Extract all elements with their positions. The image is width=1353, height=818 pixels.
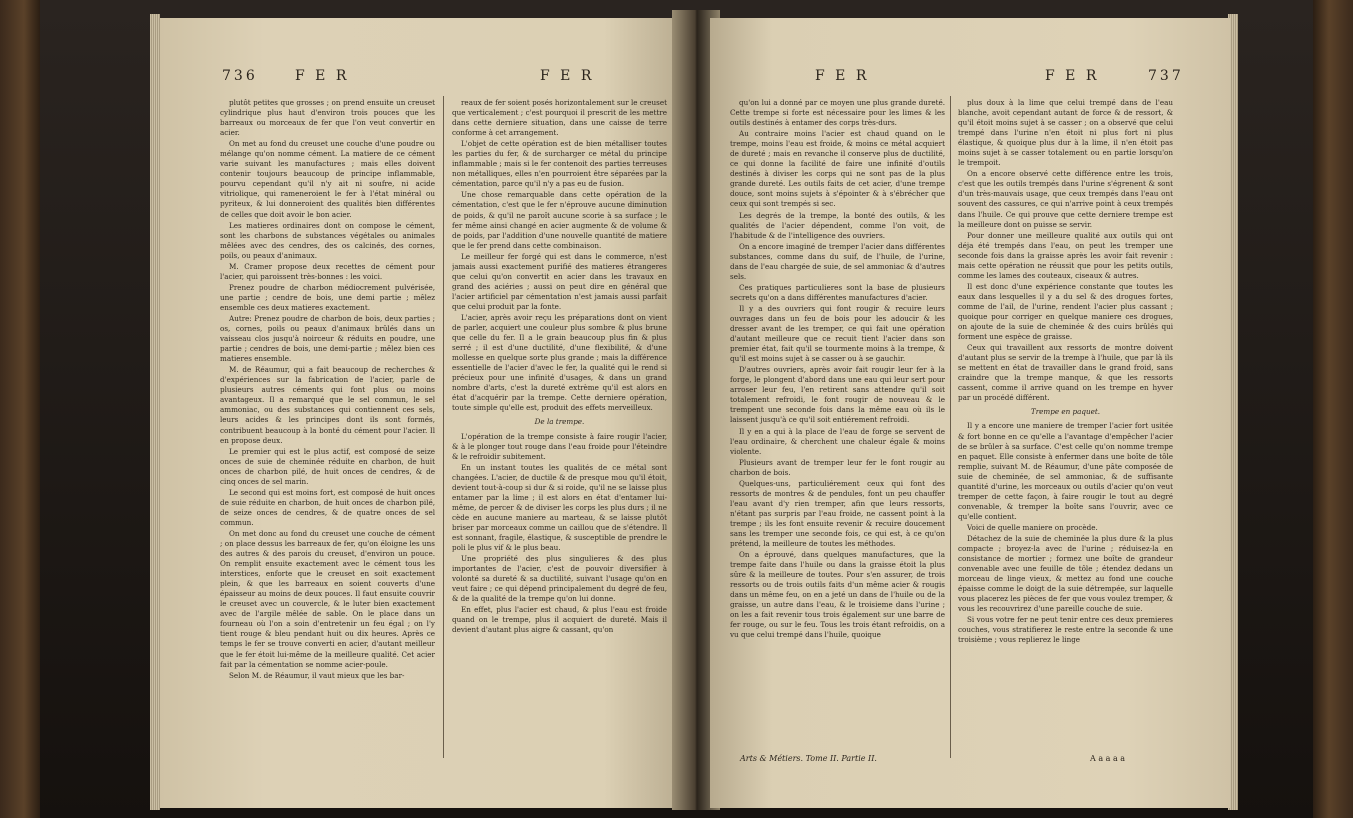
paragraph: On met donc au fond du creuset une couche de cément ; on place dessus les barreaux de fer, qu'on éloigne les uns des autres & des parois du creuset, d'environ un pouce. On remplit ensuite exactement avec le cément tous les interstices, enforte que le creuset en soit exactement plein, & que les barreaux en soient couverts d'une épaisseur au moins de deux pouces. Il faut ensuite couvrir le creuset avec un couvercle, & le luter bien exactement avec de l'argile mêlée de sable. On le place dans un fourneau où l'on a soin d'entretenir un feu égal ; on l'y tient rouge & bleu pendant huit ou dix heures. Après ce temps le fer se trouve converti en acier, d'autant meilleur que le fer étoit lui-même de la meilleure qualité. Cet acier fait par la cémentation se nomme acier-poule. bbox=[220, 528, 435, 669]
left-column-divider bbox=[443, 96, 444, 758]
book-cover-right bbox=[1313, 0, 1353, 818]
right-column-1 bbox=[730, 98, 945, 758]
right-running-head bbox=[710, 68, 1230, 92]
paragraph: Ceux qui travaillent aux ressorts de montre doivent d'autant plus se servir de la trempe à l'huile, que par là ils se mettent en état de travailler dans le grand froid, sans craindre que la trempe manque, & que les ressorts cassent, comme il arrive quand on les trempe en hyver par un procédé différent. bbox=[958, 343, 1173, 403]
page-edges-left bbox=[150, 14, 160, 810]
paragraph: M. de Réaumur, qui a fait beaucoup de recherches & d'expériences sur la fabrication de l'acier, parle de plusieurs autres céments qui font plus ou moins avantageux. Il a remarqué que le sel commun, le sel ammoniac, ou des substances qui contiennent ces sels, leurs acides & les principes dont ils sont formés, contribuent beaucoup à la bonté du cément pour l'acier. Il en propose deux. bbox=[220, 365, 435, 445]
left-running-head bbox=[160, 68, 682, 92]
paragraph: Selon M. de Réaumur, il vaut mieux que les bar- bbox=[229, 670, 405, 680]
left-page bbox=[160, 18, 682, 808]
paragraph: Il est donc d'une expérience constante que toutes les eaux dans lesquelles il y a du sel & des drogues fortes, comme de l'ail, de l'urine, rendent l'acier plus cassant ; quoique pour corriger en quelque maniere ces drogues, on ajoute de la suie de cheminée & des cuirs brûlés qui forment une espèce de graisse. bbox=[958, 281, 1173, 342]
paragraph: L'acier, après avoir reçu les préparations dont on vient de parler, acquiert une couleur plus sombre & plus brune que celle du fer. Il a le grain beaucoup plus fin & plus serré ; il est d'une ductilité, d'une flexibilité, & d'une mollesse en quelque sorte plus grande ; mais la différence essentielle de l'acier d'avec le fer, la qualité qui le rend si précieux pour une infinité d'usages, & dans un grand nombre d'arts, c'est la dureté extrème qu'il est alors en état d'acquérir par la trempe. Cette derniere opération, toute simple qu'elle est, produit des effets merveilleux. bbox=[452, 312, 667, 413]
paragraph: D'autres ouvriers, après avoir fait rougir leur fer à la forge, le plongent d'abord dans une eau qui leur sert pour arroser leur feu, l'en retirent sans attendre qu'il soit totalement refroidi, le font rougir de nouveau & le trempent une seconde fois dans la même eau où ils le laissent jusqu'à ce qu'il soit entiérement refroidi. bbox=[730, 365, 945, 425]
paragraph: reaux de fer soient posés horizontalement sur le creuset que verticalement ; c'est pourquoi il prescrit de les mettre dans cette derniere situation, dans une caisse de terre conforme à cet arrangement. bbox=[452, 98, 667, 138]
paragraph: On met au fond du creuset une couche d'une poudre ou mélange qu'on nomme cément. La matiere de ce cément varie suivant les manufactures ; mais elles doivent contenir toujours beaucoup de principe inflammable, pourvu cependant qu'il n'y ait ni soufre, ni acide vitriolique, qui rameneroient le fer à l'état minéral ou pyriteux, & lui donneroient des qualités bien différentes de celles que doit avoir le bon acier. bbox=[220, 139, 435, 219]
paragraph: Autre: Prenez poudre de charbon de bois, deux parties ; os, cornes, poils ou peaux d'animaux brûlés dans un vaisseau clos jusqu'à noirceur & réduits en poudre, une partie ; cendres de bois, une demi-partie ; mêlez bien ces matieres ensemble. bbox=[220, 313, 435, 364]
paragraph: Les degrés de la trempe, la bonté des outils, & les qualités de l'acier dépendent, comme l'on voit, de l'habitude & de l'intelligence des ouvriers. bbox=[730, 210, 945, 240]
paragraph: plutôt petites que grosses ; on prend ensuite un creuset cylindrique plus haut d'environ trois pouces que les barreaux ou morceaux de fer que l'on veut convertir en acier. bbox=[220, 98, 435, 138]
paragraph: L'objet de cette opération est de bien métalliser toutes les parties du fer, & de surcharger ce métal du principe inflammable ; mais si le fer contenoit des parties terreuses non métalliques, elles n'en pourroient être séparées par la cémentation, parce qu'il n'y a pas eu de fusion. bbox=[452, 139, 667, 189]
paragraph: Plusieurs avant de tremper leur fer le font rougir au charbon de bois. bbox=[730, 457, 945, 477]
paragraph: En effet, plus l'acier est chaud, & plus l'eau est froide quand on le trempe, plus il acquiert de dureté. Mais il devient d'autant plus aigre & cassant, qu'on bbox=[452, 605, 667, 635]
right-page-number: 737 bbox=[1148, 68, 1184, 84]
paragraph: On a éprouvé, dans quelques manufactures, que la trempe faite dans l'huile ou dans la graisse étoit la plus sûre & la meilleure de toutes. Pour s'en assurer, de trois ressorts ou de trois outils faits d'un même acier & rougis dans un même feu, on en a jeté un dans de l'huile ou de la graisse, un autre dans l'eau, & le troisieme dans l'urine ; on les a fait revenir tous trois également sur une barre de fer rouge, ou sur le feu. Tous les trois étant refroidis, on a vu que celui trempé dans l'huile, quoique bbox=[730, 550, 945, 640]
paragraph: Si vous votre fer ne peut tenir entre ces deux premieres couches, vous stratifierez le reste entre la seconde & une troisième ; vous replierez le linge bbox=[958, 615, 1173, 645]
paragraph: Prenez poudre de charbon médiocrement pulvérisée, une partie ; cendre de bois, une demi partie ; mêlez ensemble ces deux matieres exactement. bbox=[220, 282, 435, 312]
right-head-word-1: F E R bbox=[815, 68, 870, 84]
paragraph: Quelques-uns, particuliérement ceux qui font des ressorts de montres & de pendules, font un peu chauffer l'eau avant d'y rien tremper, afin que leurs ressorts, n'étant pas surpris par l'eau froide, ne cassent point à la trempe ; ils les font ensuite revenir & recuire doucement sans les tremper une seconde fois, ce qui est, à ce qu'on prétend, la meilleure de toutes les méthodes. bbox=[730, 478, 945, 549]
paragraph: On a encore observé cette différence entre les trois, c'est que les outils trempés dans l'urine s'égrenent & sont d'un très-mauvais usage, que ceux trempés dans l'eau ont souvent des cassures, ce qui n'arrive point à ceux trempés dans l'huile. Ce qui prouve que cette derniere trempe est la meilleure dont on puisse se servir. bbox=[958, 169, 1173, 229]
left-page-number: 736 bbox=[222, 68, 258, 84]
paragraph: Une propriété des plus singulieres & des plus importantes de l'acier, c'est de pouvoir diversifier à volonté sa dureté & sa ductilité, suivant l'usage qu'on en veut faire ; ce qui dépend principalement du degré de feu, & de la qualité de la trempe qu'on lui donne. bbox=[452, 554, 667, 604]
paragraph: Détachez de la suie de cheminée la plus dure & la plus compacte ; broyez-la avec de l'urine ; réduisez-la en consistance de mortier ; formez une boîte de grandeur convenable avec une feuille de tôle ; étendez dedans un morceau de linge vieux, & mettez au fond une couche épaisse comme le doigt de la suie détrempée, sur laquelle vous placerez les pièces de fer que vous voulez tremper, & vous les recouvrirez d'une pareille couche de suie. bbox=[958, 533, 1173, 614]
paragraph: Voici de quelle maniere on procède. bbox=[967, 522, 1098, 532]
paragraph: Le second qui est moins fort, est composé de huit onces de suie réduite en charbon, de huit onces de charbon pilé, de seize onces de cendres, & de quatre onces de sel commun. bbox=[220, 487, 435, 527]
section-heading: Trempe en paquet. bbox=[1030, 407, 1101, 417]
right-column-divider bbox=[950, 96, 951, 758]
paragraph: L'opération de la trempe consiste à faire rougir l'acier, & à le plonger tout rouge dans l'eau froide pour l'éteindre & le refroidir subitement. bbox=[452, 431, 667, 461]
paragraph: Il y en a qui à la place de l'eau de forge se servent de l'eau ordinaire, & cherchent une chaleur égale & moins violente. bbox=[730, 426, 945, 456]
left-head-word-2: F E R bbox=[540, 68, 595, 84]
left-column-1 bbox=[220, 98, 435, 758]
right-column-2 bbox=[958, 98, 1173, 758]
section-heading: De la trempe. bbox=[534, 417, 585, 427]
paragraph: Une chose remarquable dans cette opération de la cémentation, c'est que le fer n'éprouve aucune diminution de poids, & qu'il ne paroît aucune scorie à sa surface ; le fer même ainsi changé en acier augmente & de volume & de poids, par l'addition d'une nouvelle quantité de matiere que le fer prend dans cette combinaison. bbox=[452, 190, 667, 250]
paragraph: Pour donner une meilleure qualité aux outils qui ont déja été trempés dans l'eau, on peut les tremper une seconde fois dans la graisse après les avoir fait revenir : mais cette opération ne réussit que pour les petits outils, comme les lames des couteaux, ciseaux & autres. bbox=[958, 230, 1173, 280]
right-page bbox=[710, 18, 1230, 808]
paragraph: On a encore imaginé de tremper l'acier dans différentes substances, comme dans du suif, de l'huile, de l'urine, dans de l'eau chargée de suie, de sel ammoniac & d'autres sels. bbox=[730, 241, 945, 281]
paragraph: En un instant toutes les qualités de ce métal sont changées. L'acier, de ductile & de presque mou qu'il étoit, devient tout-à-coup si dur & si roide, qu'il ne se laisse plus entamer par la lime ; il est alors en état d'entamer lui-même, de percer & de diviser les corps les plus durs ; il ne cède en aucune maniere au marteau, & se laisse plutôt briser par morceaux comme un caillou que de s'étendre. Il est sonnant, fragile, élastique, & susceptible de prendre le poli le plus vif & le plus beau. bbox=[452, 462, 667, 553]
paragraph: Il y a des ouvriers qui font rougir & recuire leurs ouvrages dans un feu de bois pour les adoucir & les dresser avant de les tremper, ce qui fait une opération d'autant meilleure que ce recuit tient l'acier dans son premier état, fait qu'il se tourmente moins à la trempe, & qu'il est moins sujet à se casser ou à se gauchir. bbox=[730, 303, 945, 364]
paragraph: Au contraire moins l'acier est chaud quand on le trempe, moins l'eau est froide, & moins ce métal acquiert de dureté ; mais en revanche il conserve plus de ductilité, ce qui donne la facilité de faire une infinité d'outils destinés à diviser les corps qui ne sont pas de la plus grande dureté. Les outils faits de cet acier, d'une trempe douce, sont moins sujets à s'épointer & à s'ébrécher que ceux qui sont trempés si sec. bbox=[730, 129, 945, 209]
paragraph: Les matieres ordinaires dont on compose le cément, sont les charbons de substances végétales ou animales mêlées avec des cendres, des os calcinés, des cornes, poils, ou peaux d'animaux. bbox=[220, 220, 435, 260]
book-cover-left bbox=[0, 0, 40, 818]
paragraph: Le premier qui est le plus actif, est composé de seize onces de suie de cheminée réduite en charbon, de huit onces de charbon pilé, de huit onces de cendres, & de cinq onces de sel marin. bbox=[220, 446, 435, 486]
paragraph: M. Cramer propose deux recettes de cément pour l'acier, qui paroissent très-bonnes : les voici. bbox=[220, 261, 435, 281]
left-head-word-1: F E R bbox=[295, 68, 350, 84]
signature-mark: A a a a a bbox=[1090, 754, 1126, 763]
left-column-2 bbox=[452, 98, 667, 758]
paragraph: Il y a encore une maniere de tremper l'acier fort usitée & fort bonne en ce qu'elle a l'avantage d'empêcher l'acier de se brûler à sa surface. C'est celle qu'on nomme trempe en paquet. Elle consiste à enfermer dans une boîte de tôle remplie, suivant M. de Réaumur, d'une pâte composée de suie de cheminée, de sel ammoniac, & de suffisante quantité d'urine, les morceaux ou outils d'acier qu'on veut tremper de cette façon, à faire rougir le tout au degré convenable, & tremper la boîte sans l'ouvrir, avec ce qu'elle contient. bbox=[958, 421, 1173, 521]
paragraph: Le meilleur fer forgé qui est dans le commerce, n'est jamais aussi exactement purifié des matieres étrangeres que celui qu'on convertit en acier dans les travaux en grand des aciéries ; aussi on peut dire en général que l'acier artificiel par cémentation n'est jamais aussi parfait que celui produit par la fonte. bbox=[452, 251, 667, 311]
paragraph: plus doux à la lime que celui trempé dans de l'eau blanche, avoit cependant autant de force & de ressort, & qu'il étoit moins sujet à se casser ; on a observé que celui trempé dans l'urine n'en étoit ni plus fort ni plus élastique, & quoique plus dur à la lime, il n'en étoit pas moins sujet à se casser totalement ou en partie lorsqu'on le trempoit. bbox=[958, 98, 1173, 168]
paragraph: qu'on lui a donné par ce moyen une plus grande dureté. Cette trempe si forte est nécessaire pour les limes & les outils destinés à entamer des corps très-durs. bbox=[730, 98, 945, 128]
right-head-word-2: F E R bbox=[1045, 68, 1100, 84]
paragraph: Ces pratiques particulieres sont la base de plusieurs secrets qu'on a dans différentes manufactures d'acier. bbox=[730, 282, 945, 302]
right-page-footer: Arts & Métiers. Tome II. Partie II. bbox=[740, 754, 877, 763]
